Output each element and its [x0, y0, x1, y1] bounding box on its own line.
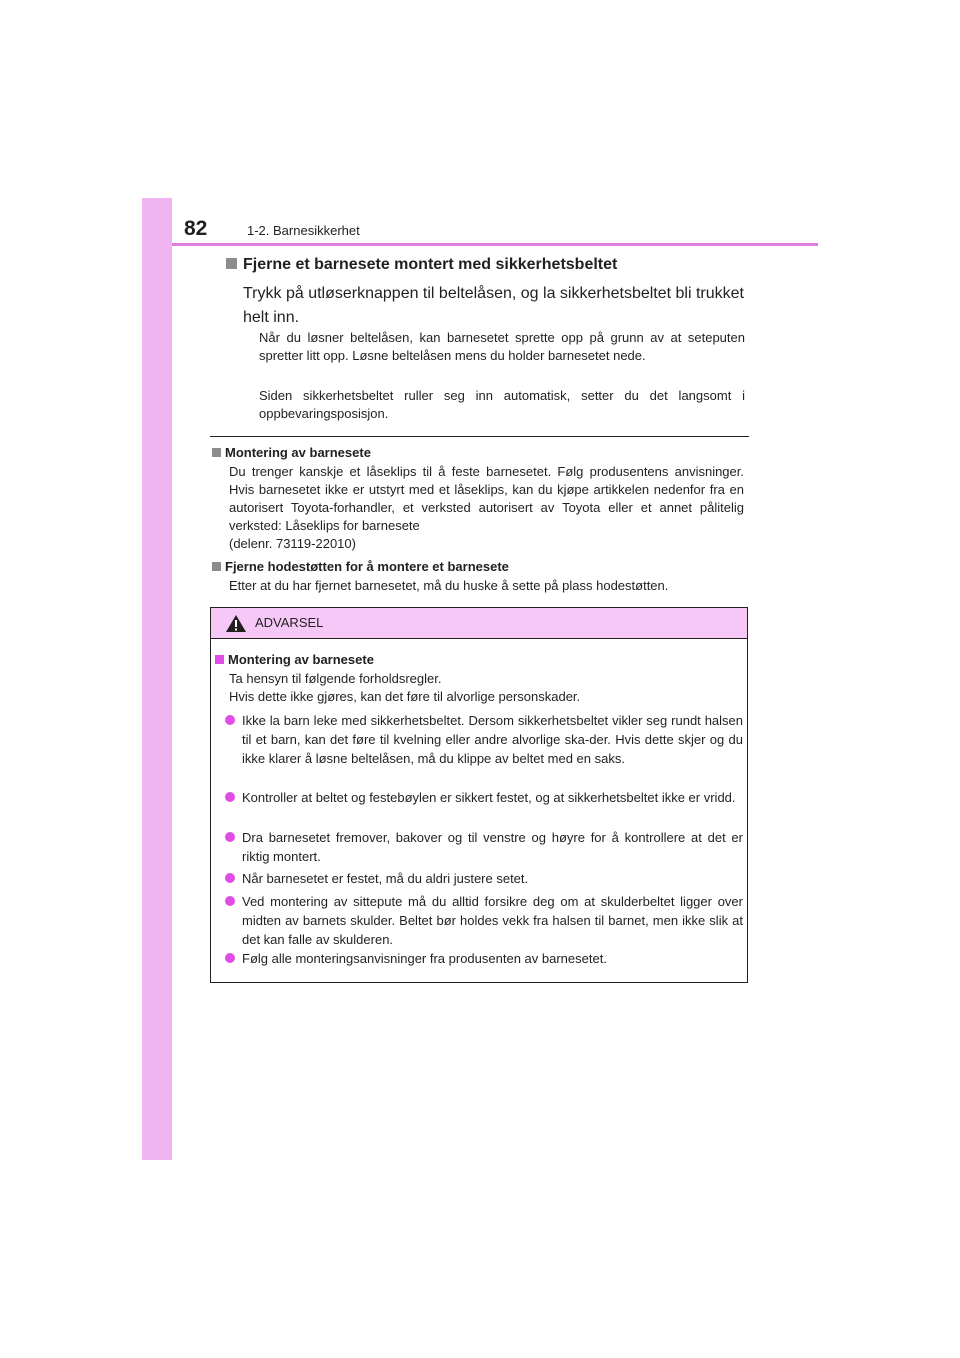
info-heading-2-text: Fjerne hodestøtten for å montere et barnesete: [225, 559, 509, 574]
warning-header: [211, 608, 747, 639]
square-bullet-icon: [215, 655, 224, 664]
square-bullet-icon: [212, 562, 221, 571]
bullet-dot-icon: [225, 792, 235, 802]
bullet-dot-icon: [225, 953, 235, 963]
square-bullet-icon: [212, 448, 221, 457]
warning-heading-text: Montering av barnesete: [228, 652, 374, 667]
info-heading-1-text: Montering av barnesete: [225, 445, 371, 460]
info-heading-1: [212, 445, 371, 460]
info-text-2: Etter at du har fjernet barnesetet, må du huske å sette på plass hodestøtten.: [229, 578, 669, 593]
warning-intro-1: Ta hensyn til følgende forholdsregler.: [229, 671, 442, 686]
info-text-1: Du trenger kanskje et låseklips til å feste barnesetet. Følg produsentens anvisninger. Hvis barnesetet ikke er utstyrt med et låseklips, kan du kjøpe artikkelen nedenfor fra en autorisert Toyota-forhandler, et verksted autorisert av Toyota eller et annet pålitelig verksted: Låseklips for barnesete: [229, 464, 744, 533]
note-1: Når du løsner beltelåsen, kan barnesetet sprette opp på grunn av at seteputen spretter litt opp. Løsne beltelåsen mens du holder barnesetet nede.: [259, 330, 745, 363]
square-bullet-icon: [226, 258, 237, 269]
page-number: 82: [184, 217, 208, 240]
warning-bullet: Kontroller at beltet og festebøylen er sikkert festet, og at sikkerhetsbeltet ikke er vridd.: [225, 788, 743, 807]
note-2: Siden sikkerhetsbeltet ruller seg inn automatisk, setter du det langsomt i oppbevaringsposisjon.: [259, 388, 745, 421]
warning-box: [210, 607, 748, 983]
warning-bullet: Når barnesetet er festet, må du aldri justere setet.: [225, 869, 743, 888]
bullet-dot-icon: [225, 896, 235, 906]
section-divider: [210, 436, 749, 437]
main-heading-text: Fjerne et barnesete montert med sikkerhetsbeltet: [243, 256, 618, 273]
warning-intro-2: Hvis dette ikke gjøres, kan det føre til alvorlige personskader.: [229, 689, 581, 704]
warning-bullet: Ved montering av sittepute må du alltid forsikre deg om at skulderbeltet ligger over midten av barnets skulder. Beltet bør holdes vekk fra halsen til barnet, men ikke slik at det kan falle av skulderen.: [225, 892, 743, 949]
section-title: 1-2. Barnesikkerhet: [247, 223, 360, 238]
bullet-dot-icon: [225, 873, 235, 883]
warning-heading: [215, 652, 374, 667]
bullet-dot-icon: [225, 715, 235, 725]
bullet-dot-icon: [225, 832, 235, 842]
info-heading-2: [212, 559, 509, 574]
step-text: Trykk på utløserknappen til beltelåsen, og la sikkerhetsbeltet bli trukket helt inn.: [243, 285, 744, 326]
warning-bullet: Dra barnesetet fremover, bakover og til venstre og høyre for å kontrollere at det er riktig montert.: [225, 828, 743, 866]
warning-bullet: Følg alle monteringsanvisninger fra produsenten av barnesetet.: [225, 949, 743, 968]
warning-bullet: Ikke la barn leke med sikkerhetsbeltet. Dersom sikkerhetsbeltet vikler seg rundt halsen til et barn, kan det føre til kvelning eller andre alvorlige ska-der. Hvis dette skjer og du ikke klarer å løsne beltelåsen, må du klippe av beltet med en saks.: [225, 711, 743, 768]
warning-title: ADVARSEL: [255, 615, 324, 630]
warning-triangle-icon: [225, 614, 247, 633]
info-text-1b: (delenr. 73119-22010): [229, 536, 356, 551]
main-heading: [226, 256, 617, 274]
